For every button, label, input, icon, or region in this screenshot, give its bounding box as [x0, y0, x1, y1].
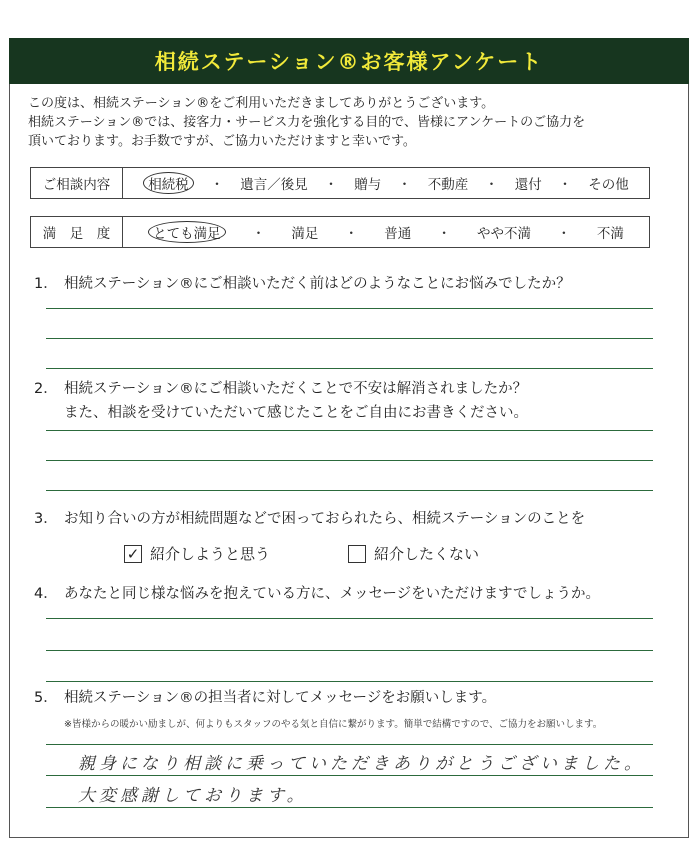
answer-line[interactable] [46, 430, 653, 431]
question-5: 5． 相続ステーション®の担当者に対してメッセージをお願いします。 [34, 690, 497, 706]
recommend-yes-option[interactable] [124, 543, 270, 564]
answer-line[interactable] [46, 681, 653, 682]
satisfaction-option-selected[interactable]: とても満足 [148, 221, 226, 243]
question-4: 4． あなたと同じ様な悩みを抱えている方に、メッセージをいただけますでしょうか。 [34, 586, 601, 602]
consult-option-selected[interactable]: 相続税 [143, 172, 194, 194]
checkbox-unchecked[interactable] [348, 545, 366, 563]
satisfaction-option[interactable]: 普通 [384, 226, 412, 242]
intro-line: この度は、相続ステーション®をご利用いただきましてありがとうございます。 [28, 96, 495, 111]
survey-header [9, 38, 689, 84]
satisfaction-option[interactable]: やや不満 [477, 226, 532, 242]
question-5-note: ※皆様からの暖かい励ましが、何よりもスタッフのやる気と自信に繋がります。簡単で結構ですので、ご協力をお願いします。 [64, 719, 603, 730]
checkbox-checked[interactable] [124, 545, 142, 563]
satisfaction-row: 満 足 度 とても満足 ・ 満足 ・ 普通 ・ やや不満 ・ 不満 [30, 216, 650, 248]
answer-line[interactable] [46, 368, 653, 369]
consult-row: ご相談内容 相続税 ・ 遺言／後見 ・ 贈与 ・ 不動産 ・ 還付 ・ その他 [30, 167, 650, 199]
consult-label: ご相談内容 [31, 168, 123, 198]
check-icon: ✓ [126, 544, 140, 563]
consult-option[interactable]: 還付 [514, 177, 542, 193]
handwritten-answer-line-1: 親身になり相談に乗っていただきありがとうございました。 [78, 754, 645, 774]
intro-line: 相続ステーション®では、接客力・サービス力を強化する目的で、皆様にアンケートのご協力を [28, 115, 586, 130]
answer-line[interactable] [46, 460, 653, 461]
question-2-subtext: また、相談を受けていただいて感じたことをご自由にお書きください。 [64, 405, 528, 421]
answer-line[interactable] [46, 650, 653, 651]
answer-line[interactable] [46, 807, 653, 808]
question-1-text: 相続ステーション®にご相談いただく前はどのようなことにお悩みでしたか？ [64, 276, 571, 292]
question-1: 1． 相続ステーション®にご相談いただく前はどのようなことにお悩みでしたか？ [34, 276, 571, 292]
question-4-text: あなたと同じ様な悩みを抱えている方に、メッセージをいただけますでしょうか。 [64, 586, 601, 602]
handwritten-answer-line-2: 大変感謝しております。 [78, 786, 308, 806]
consult-option[interactable]: 不動産 [427, 177, 469, 193]
consult-option[interactable]: 遺言／後見 [240, 177, 308, 193]
recommend-no-option[interactable] [348, 543, 479, 564]
answer-line[interactable] [46, 775, 653, 776]
satisfaction-option[interactable]: 不満 [596, 226, 624, 242]
recommend-no-label: 紹介したくない [374, 545, 480, 563]
question-2-text: 相続ステーション®にご相談いただくことで不安は解消されましたか？ [64, 381, 528, 397]
answer-line[interactable] [46, 744, 653, 745]
consult-option[interactable]: 贈与 [354, 177, 382, 193]
recommend-yes-label: 紹介しようと思う [150, 545, 271, 563]
question-3-text: お知り合いの方が相続問題などで困っておられたら、相続ステーションのことを [64, 511, 586, 527]
consult-option[interactable]: その他 [588, 177, 629, 193]
survey-title: 相続ステーション®お客様アンケート [154, 50, 544, 74]
question-2: 2． 相続ステーション®にご相談いただくことで不安は解消されましたか？ [34, 381, 528, 397]
answer-line[interactable] [46, 490, 653, 491]
question-3: 3． お知り合いの方が相続問題などで困っておられたら、相続ステーションのことを [34, 511, 586, 527]
intro-text [28, 94, 678, 151]
answer-line[interactable] [46, 308, 653, 309]
answer-line[interactable] [46, 338, 653, 339]
intro-line: 頂いております。お手数ですが、ご協力いただけますと幸いです。 [28, 134, 416, 149]
satisfaction-option[interactable]: 満足 [291, 226, 319, 242]
answer-line[interactable] [46, 618, 653, 619]
question-5-text: 相続ステーション®の担当者に対してメッセージをお願いします。 [64, 690, 497, 706]
satisfaction-label: 満 足 度 [31, 217, 123, 247]
